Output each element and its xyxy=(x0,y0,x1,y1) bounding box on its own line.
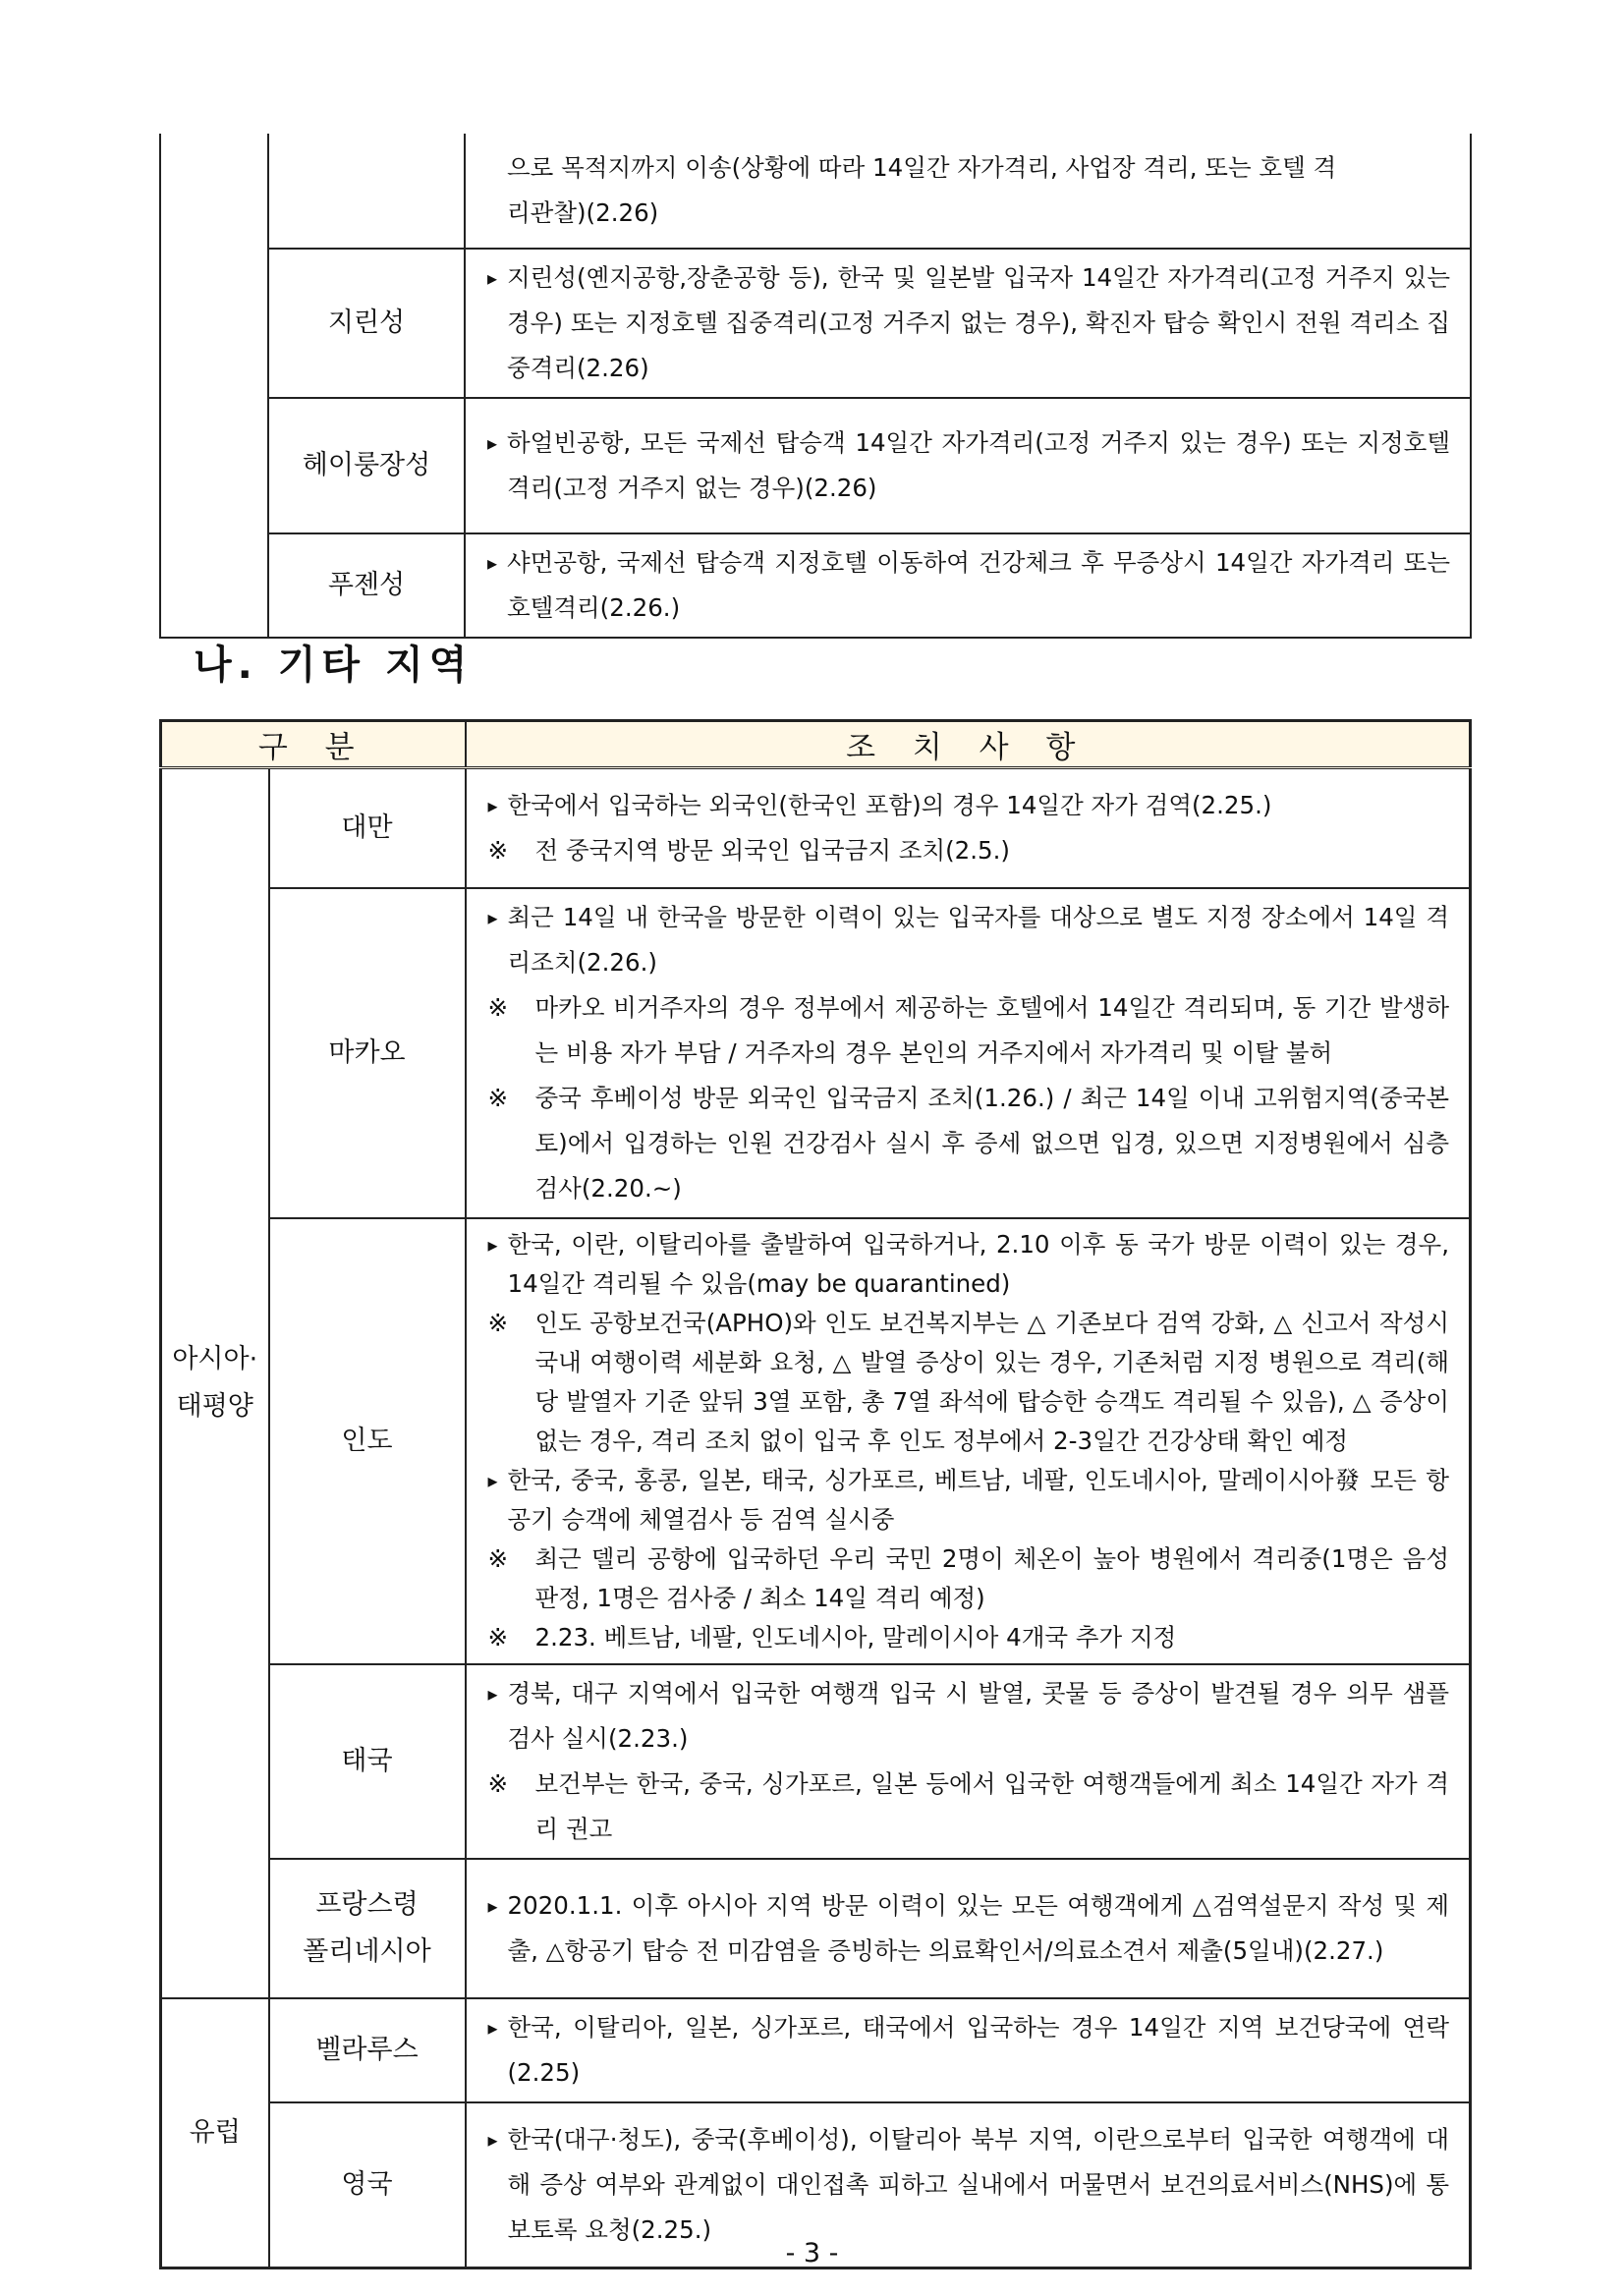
country-cell: 헤이룽장성 xyxy=(268,398,465,533)
table-row xyxy=(161,1664,1471,1859)
bullet-item: ▸ 하얼빈공항, 모든 국제선 탑승객 14일간 자가격리(고정 거주지 있는 경우) 또는 지정호텔 격리(고정 거주지 없는 경우)(2.26) xyxy=(487,420,1450,511)
measures-cell xyxy=(466,1998,1471,2102)
bullet-item: ▸ 샤먼공항, 국제선 탑승객 지정호텔 이동하여 건강체크 후 무증상시 14일간 자가격리 또는 호텔격리(2.26.) xyxy=(487,540,1450,631)
note-text: 보건부는 한국, 중국, 싱가포르, 일본 등에서 입국한 여행객들에게 최소 14일간 자가 격리 권고 xyxy=(534,1769,1449,1843)
note-item xyxy=(488,1076,1450,1211)
note-item xyxy=(488,1618,1450,1657)
reference-mark-icon: ※ xyxy=(487,1544,509,1573)
measures-cell xyxy=(466,888,1471,1218)
region-cell xyxy=(160,134,268,638)
country-cell: 대만 xyxy=(269,768,466,889)
reference-mark-icon: ※ xyxy=(487,1084,509,1112)
continued-text: 리관찰)(2.26) xyxy=(507,198,659,227)
note-item xyxy=(488,1304,1450,1461)
measures-cell xyxy=(465,398,1471,533)
bullet-item: ▸ 한국, 이란, 이탈리아를 출발하여 입국하거나, 2.10 이후 동 국가 방문 이력이 있는 경우, 14일간 격리될 수 있음(may be quarantined) xyxy=(488,1225,1450,1304)
country-cell xyxy=(268,134,465,249)
table-other-regions xyxy=(159,719,1472,2269)
table-row xyxy=(160,533,1471,638)
reference-mark-icon: ※ xyxy=(487,993,509,1022)
measures-cell xyxy=(465,134,1471,249)
reference-mark-icon: ※ xyxy=(487,836,509,865)
bullet-item: ▸ 최근 14일 내 한국을 방문한 이력이 있는 입국자를 대상으로 별도 지정 장소에서 14일 격리조치(2.26.) xyxy=(488,895,1450,985)
note-item xyxy=(488,1540,1450,1618)
continued-text: 으로 목적지까지 이송(상황에 따라 14일간 자가격리, 사업장 격리, 또는 호텔 격 xyxy=(507,153,1337,182)
reference-mark-icon: ※ xyxy=(487,1769,509,1798)
measures-cell xyxy=(466,768,1471,889)
note-text: 최근 델리 공항에 입국하던 우리 국민 2명이 체온이 높아 병원에서 격리중(1명은 음성 판정, 1명은 검사중 / 최소 14일 격리 예정) xyxy=(534,1544,1449,1612)
bullet-item: ▸ 지린성(옌지공항,장춘공항 등), 한국 및 일본발 입국자 14일간 자가격리(고정 거주지 있는 경우) 또는 지정호텔 집중격리(고정 거주지 없는 경우), 확진자 탑승 확인시 전원 격리소 집중격리(2.26) xyxy=(487,255,1450,391)
note-text: 인도 공항보건국(APHO)와 인도 보건복지부는 △ 기존보다 검역 강화, △ 신고서 작성시 국내 여행이력 세분화 요청, △ 발열 증상이 있는 경우, 기존처럼 지정 병원으로 격리(해당 발열자 기준 앞뒤 3열 포함, 총 7열 좌석에 탑승한 승객도 격리될 수 있음), △ 증상이 없는 경우, 격리 조치 없이 입국 후 인도 정부에서 2-3일간 건강상태 확인 예정 xyxy=(534,1309,1449,1455)
table-row xyxy=(161,1998,1471,2102)
header-category: 구 분 xyxy=(161,721,466,768)
country-cell: 태국 xyxy=(269,1664,466,1859)
reference-mark-icon: ※ xyxy=(487,1309,509,1337)
measures-cell xyxy=(466,1859,1471,1998)
country-cell: 인도 xyxy=(269,1218,466,1664)
table-row xyxy=(161,888,1471,1218)
table-header-row xyxy=(161,721,1471,768)
measures-cell xyxy=(465,533,1471,638)
table-row xyxy=(161,768,1471,889)
table-row xyxy=(160,249,1471,398)
reference-mark-icon: ※ xyxy=(487,1623,509,1652)
note-item xyxy=(488,985,1450,1076)
country-cell: 영국 xyxy=(269,2102,466,2268)
table-row xyxy=(161,1218,1471,1664)
measures-cell xyxy=(465,249,1471,398)
region-europe: 유럽 xyxy=(161,1998,269,2268)
bullet-item: ▸ 한국(대구·청도), 중국(후베이성), 이탈리아 북부 지역, 이란으로부터 입국한 여행객에 대해 증상 여부와 관계없이 대인접촉 피하고 실내에서 머물면서 보건의료서비스(NHS)에 통보토록 요청(2.25.) xyxy=(488,2117,1450,2253)
page-number: - 3 - xyxy=(785,2238,839,2268)
country-cell: 마카오 xyxy=(269,888,466,1218)
country-cell: 푸젠성 xyxy=(268,533,465,638)
table-row xyxy=(160,134,1471,249)
bullet-item: ▸ 2020.1.1. 이후 아시아 지역 방문 이력이 있는 모든 여행객에게 △검역설문지 작성 및 제출, △항공기 탑승 전 미감염을 증빙하는 의료확인서/의료소견서 제출(5일내)(2.27.) xyxy=(488,1883,1450,1974)
bullet-item: ▸ 한국, 중국, 홍콩, 일본, 태국, 싱가포르, 베트남, 네팔, 인도네시아, 말레이시아發 모든 항공기 승객에 체열검사 등 검역 실시중 xyxy=(488,1461,1450,1540)
note-text: 전 중국지역 방문 외국인 입국금지 조치(2.5.) xyxy=(534,836,1010,865)
note-text: 2.23. 베트남, 네팔, 인도네시아, 말레이시아 4개국 추가 지정 xyxy=(534,1623,1177,1652)
table-row xyxy=(160,398,1471,533)
country-cell: 프랑스령 폴리네시아 xyxy=(269,1859,466,1998)
table-row xyxy=(161,1859,1471,1998)
note-item xyxy=(488,1762,1450,1852)
region-asia-pacific: 아시아· 태평양 xyxy=(161,768,269,1999)
bullet-item: ▸ 경북, 대구 지역에서 입국한 여행객 입국 시 발열, 콧물 등 증상이 발견될 경우 의무 샘플 검사 실시(2.23.) xyxy=(488,1671,1450,1762)
measures-cell xyxy=(466,1218,1471,1664)
country-cell: 지린성 xyxy=(268,249,465,398)
bullet-item: ▸ 한국, 이탈리아, 일본, 싱가포르, 태국에서 입국하는 경우 14일간 지역 보건당국에 연락(2.25) xyxy=(488,2005,1450,2096)
header-measures: 조 치 사 항 xyxy=(466,721,1471,768)
table-china-provinces xyxy=(159,134,1472,639)
note-item xyxy=(488,828,1450,873)
measures-cell xyxy=(466,1664,1471,1859)
note-text: 중국 후베이성 방문 외국인 입국금지 조치(1.26.) / 최근 14일 이내 고위험지역(중국본토)에서 입경하는 인원 건강검사 실시 후 증세 없으면 입경, 있으면 지정병원에서 심층검사(2.20.~) xyxy=(534,1084,1449,1203)
section-heading: 나. 기타 지역 xyxy=(194,643,474,688)
note-text: 마카오 비거주자의 경우 정부에서 제공하는 호텔에서 14일간 격리되며, 동 기간 발생하는 비용 자가 부담 / 거주자의 경우 본인의 거주지에서 자가격리 및 이탈 불허 xyxy=(534,993,1449,1067)
country-cell: 벨라루스 xyxy=(269,1998,466,2102)
bullet-item: ▸ 한국에서 입국하는 외국인(한국인 포함)의 경우 14일간 자가 검역(2.25.) xyxy=(488,783,1450,828)
